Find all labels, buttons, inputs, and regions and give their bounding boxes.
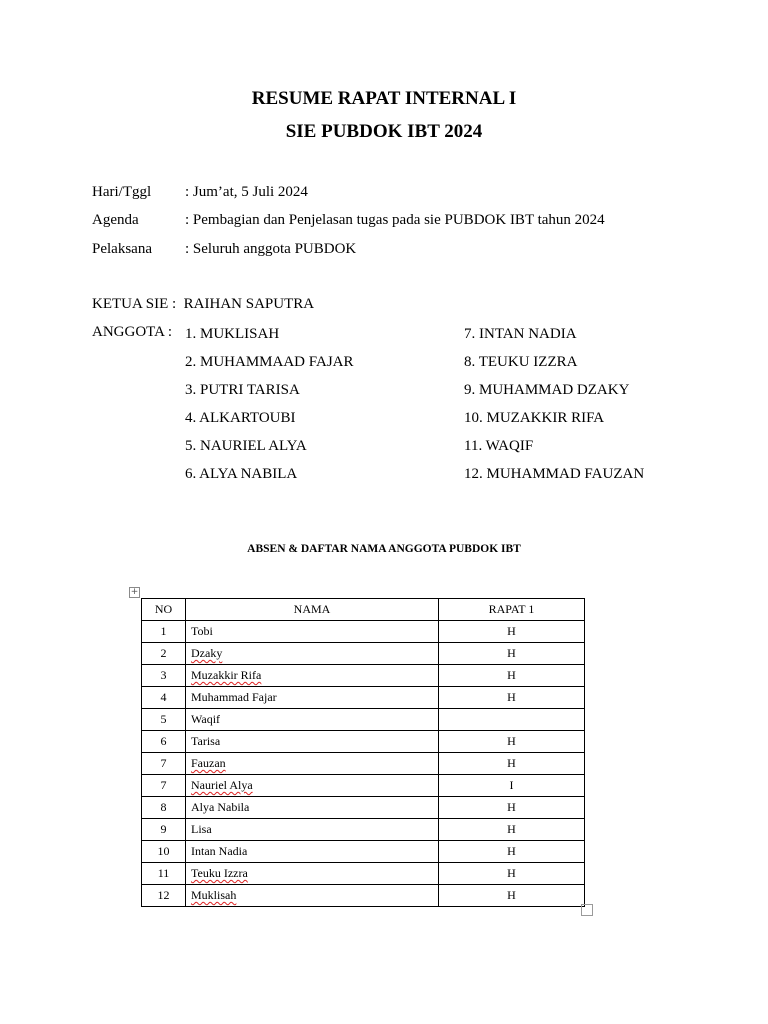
resize-icon[interactable]	[581, 904, 593, 916]
cell-rapat: H	[439, 643, 585, 665]
header-rapat: RAPAT 1	[439, 599, 585, 621]
table-row	[142, 885, 585, 907]
table-row	[142, 841, 585, 863]
cell-no: 6	[142, 731, 186, 753]
cell-no: 7	[142, 753, 186, 775]
members-column-1	[185, 324, 354, 492]
cell-nama-text: Nauriel Alya	[191, 778, 253, 792]
cell-nama	[186, 621, 439, 643]
member-item: 10. MUZAKKIR RIFA	[464, 410, 605, 426]
document-title-line1: RESUME RAPAT INTERNAL I	[251, 88, 517, 109]
table-row	[142, 819, 585, 841]
table-title: ABSEN & DAFTAR NAMA ANGGOTA PUBDOK IBT	[247, 543, 521, 555]
info-date	[92, 184, 308, 201]
cell-nama-text: Dzaky	[191, 646, 223, 660]
ketua-sie: KETUA SIE : RAIHAN SAPUTRA	[92, 296, 315, 312]
info-pelaksana	[92, 241, 356, 258]
attendance-table	[141, 598, 585, 907]
cell-nama-text: Muzakkir Rifa	[191, 668, 262, 682]
member-item: 2. MUHAMMAAD FAJAR	[185, 354, 354, 370]
members-column-2	[464, 324, 644, 492]
cell-nama-text: Tarisa	[191, 734, 221, 748]
table-row	[142, 643, 585, 665]
info-agenda-value: : Pembagian dan Penjelasan tugas pada sie PUBDOK IBT tahun 2024	[185, 212, 605, 228]
member-item: 9. MUHAMMAD DZAKY	[464, 382, 630, 398]
table-row	[142, 709, 585, 731]
cell-rapat: H	[439, 665, 585, 687]
cell-rapat: H	[439, 753, 585, 775]
member-item: 12. MUHAMMAD FAUZAN	[464, 466, 645, 482]
cell-nama	[186, 687, 439, 709]
cell-no: 11	[142, 863, 186, 885]
info-agenda-label: Agenda	[92, 212, 139, 228]
member-item: 8. TEUKU IZZRA	[464, 354, 578, 370]
cell-rapat: H	[439, 731, 585, 753]
cell-rapat: H	[439, 687, 585, 709]
member-item: 5. NAURIEL ALYA	[185, 438, 307, 454]
member-item: 4. ALKARTOUBI	[185, 410, 296, 426]
cell-nama	[186, 841, 439, 863]
member-item: 1. MUKLISAH	[185, 326, 280, 342]
table-row	[142, 687, 585, 709]
cell-nama	[186, 797, 439, 819]
cell-rapat	[439, 709, 585, 731]
cell-nama	[186, 885, 439, 907]
member-item: 7. INTAN NADIA	[464, 326, 577, 342]
cell-nama-text: Fauzan	[191, 756, 226, 770]
cell-nama	[186, 819, 439, 841]
cell-no: 9	[142, 819, 186, 841]
cell-rapat: H	[439, 797, 585, 819]
cell-nama-text: Alya Nabila	[191, 800, 250, 814]
cell-nama	[186, 775, 439, 797]
info-date-value: : Jum’at, 5 Juli 2024	[185, 184, 308, 200]
cell-nama-text: Waqif	[191, 712, 221, 726]
member-item: 6. ALYA NABILA	[185, 466, 298, 482]
anggota-label: ANGGOTA :	[92, 324, 173, 340]
cell-rapat: H	[439, 885, 585, 907]
table-header-row	[142, 599, 585, 621]
member-item: 3. PUTRI TARISA	[185, 382, 300, 398]
cell-no: 5	[142, 709, 186, 731]
cell-nama	[186, 753, 439, 775]
cell-rapat: I	[439, 775, 585, 797]
cell-nama	[186, 731, 439, 753]
document-title-line2: SIE PUBDOK IBT 2024	[285, 121, 483, 142]
info-pelaksana-label: Pelaksana	[92, 241, 152, 257]
cell-no: 2	[142, 643, 186, 665]
cell-rapat: H	[439, 621, 585, 643]
info-agenda	[92, 212, 605, 229]
cell-no: 8	[142, 797, 186, 819]
table-row	[142, 863, 585, 885]
info-pelaksana-value: : Seluruh anggota PUBDOK	[185, 241, 357, 257]
cell-no: 4	[142, 687, 186, 709]
table-row	[142, 797, 585, 819]
cell-nama	[186, 665, 439, 687]
cell-no: 10	[142, 841, 186, 863]
move-icon[interactable]: +	[130, 587, 139, 597]
cell-no: 7	[142, 775, 186, 797]
cell-no: 3	[142, 665, 186, 687]
table-row	[142, 665, 585, 687]
table-body	[142, 621, 585, 907]
info-date-label: Hari/Tggl	[92, 184, 152, 200]
cell-nama	[186, 863, 439, 885]
cell-nama	[186, 643, 439, 665]
cell-nama-text: Intan Nadia	[191, 844, 248, 858]
table-row	[142, 775, 585, 797]
table-row	[142, 731, 585, 753]
cell-nama-text: Tobi	[191, 624, 213, 638]
cell-no: 12	[142, 885, 186, 907]
cell-nama-text: Muhammad Fajar	[191, 690, 277, 704]
header-no: NO	[142, 599, 186, 621]
cell-rapat: H	[439, 863, 585, 885]
cell-nama	[186, 709, 439, 731]
cell-nama-text: Lisa	[191, 822, 212, 836]
member-item: 11. WAQIF	[464, 438, 534, 454]
cell-rapat: H	[439, 819, 585, 841]
cell-rapat: H	[439, 841, 585, 863]
cell-nama-text: Muklisah	[191, 888, 237, 902]
header-nama: NAMA	[186, 599, 439, 621]
cell-nama-text: Teuku Izzra	[191, 866, 248, 880]
cell-no: 1	[142, 621, 186, 643]
table-row	[142, 753, 585, 775]
table-row	[142, 621, 585, 643]
